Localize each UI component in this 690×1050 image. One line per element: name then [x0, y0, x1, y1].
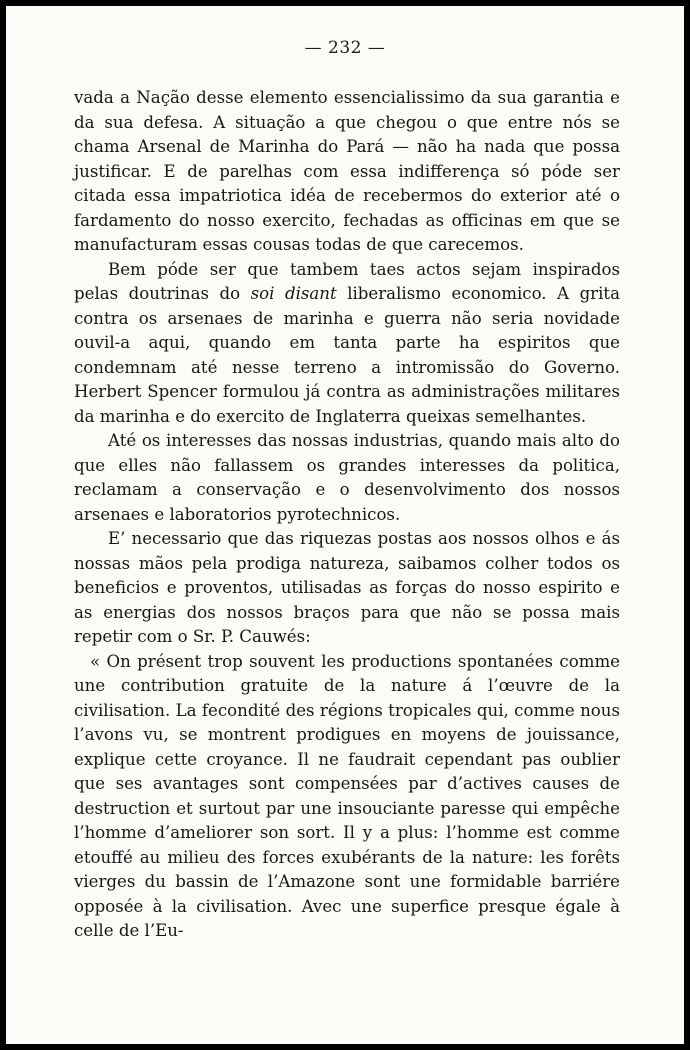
body-text [74, 86, 620, 944]
paragraph-2-italic-phrase: soi disant [250, 284, 337, 303]
paragraph-3: Até os interesses das nossas industrias, quando mais alto do que elles não fallassem os grandes interesses da politica, reclamam a conservação e o desenvolvimento dos nossos arsenaes e laboratorios pyrotechnicos. [74, 431, 620, 524]
paragraph-2-after: liberalismo economico. A grita contra os arsenaes de marinha e guerra não seria novidade ouvil-a aqui, quando em tanta parte ha espiritos que condemnam até nesse terreno a intromissão do Governo. Herbert Spencer formulou já contra as administrações militares da marinha e do exercito de Inglaterra queixas semelhantes. [74, 284, 620, 426]
paragraph-2 [74, 258, 620, 430]
book-page [6, 6, 684, 1044]
paragraph-4: E’ necessario que das riquezas postas aos nossos olhos e ás nossas mãos pela prodiga natureza, saibamos colher todos os beneficios e proventos, utilisadas as forças do nosso espirito e as energias dos nossos braços para que não se possa mais repetir com o Sr. P. Cauwés: [74, 529, 620, 646]
quotation-paragraph: « On présent trop souvent les productions spontanées comme une contribution gratuite de la nature á l’œuvre de la civilisation. La fecondité des régions tropicales qui, comme nous l’avons vu, se montrent prodigues en moyens de jouissance, explique cette croyance. Il ne faudrait cependant pas oublier que ses avantages sont compensées par d’actives causes de destruction et surtout par une insouciante paresse qui empêche l’homme d’ameliorer son sort. Il y a plus: l’homme est comme etouffé au milieu des forces exubérants de la nature: les forêts vierges du bassin de l’Amazone sont une formidable barriére opposée à la civilisation. Avec une superfice presque égale à celle de l’Eu- [74, 651, 620, 940]
page-number: — 232 — [304, 38, 386, 58]
paragraph-1: vada a Nação desse elemento essencialissimo da sua garantia e da sua defesa. A situação a que chegou o que entre nós se chama Arsenal de Marinha do Pará — não ha nada que possa justificar. E de parelhas com essa indifferença só póde ser citada essa impatriotica idéa de recebermos do exterior até o fardamento do nosso exercito, fechadas as officinas em que se manufacturam essas cousas todas de que carecemos. [74, 88, 620, 254]
paragraph-2-before: Bem póde ser que tambem taes actos sejam inspirados pelas doutrinas do [74, 259, 620, 303]
